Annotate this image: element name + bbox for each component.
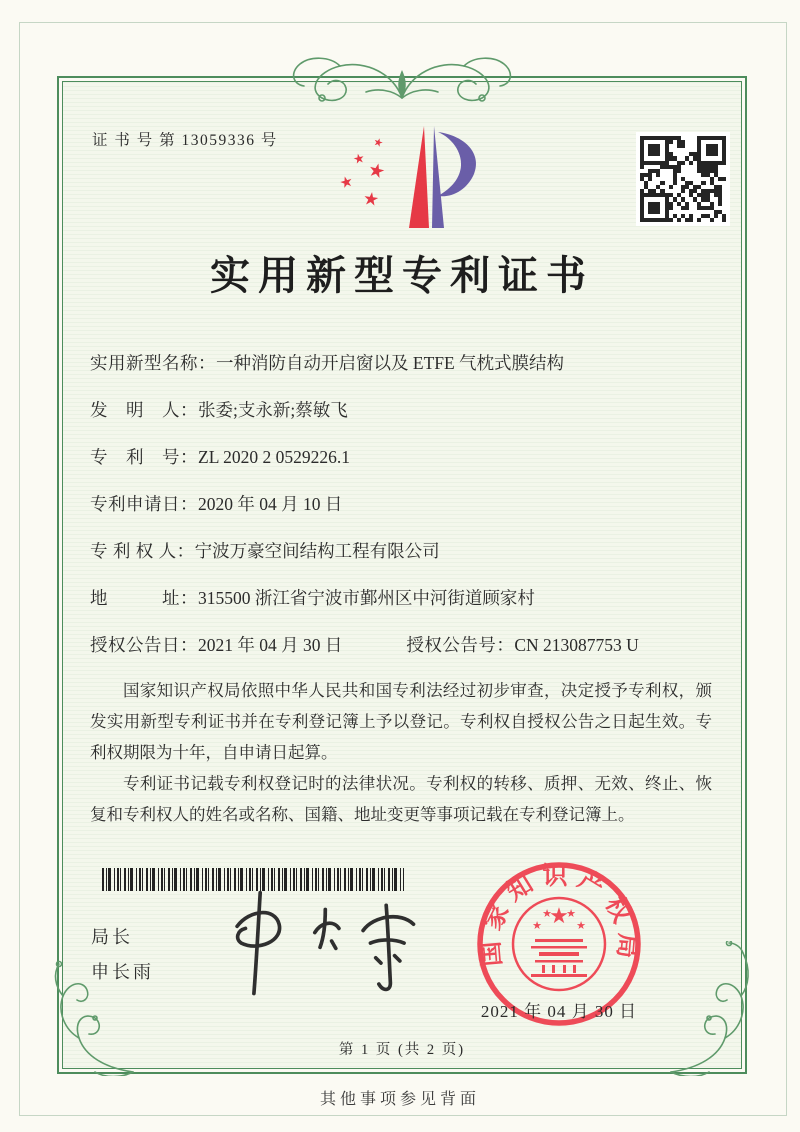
field-row-address: [90, 585, 717, 612]
field-value: 2020 年 04 月 10 日: [198, 494, 343, 514]
field-value: 宁波万豪空间结构工程有限公司: [194, 541, 440, 561]
qr-code: [636, 132, 730, 226]
field-row-grant: [90, 632, 717, 659]
legal-paragraph: 国家知识产权局依照中华人民共和国专利法经过初步审查，决定授予专利权，颁发实用新型专利证书并在专利登记簿上予以登记。专利权自授权公告之日起生效。专利权期限为十年，自申请日起算。: [90, 681, 712, 762]
field-value: 一种消防自动开启窗以及 ETFE 气枕式膜结构: [216, 353, 565, 373]
certificate-frame: [57, 76, 747, 1074]
top-border-ornament-icon: [282, 52, 522, 106]
field-value: 张委;支永新;蔡敏飞: [198, 400, 348, 420]
svg-text:★: ★: [576, 920, 586, 932]
logo-star-icon: ★: [351, 149, 367, 168]
svg-text:★: ★: [532, 920, 542, 932]
back-note: 其他事项参见背面: [319, 1091, 480, 1108]
field-label: 实用新型名称：: [90, 353, 216, 373]
official-red-seal: [476, 861, 642, 1027]
field-value: 315500 浙江省宁波市鄞州区中河街道顾家村: [198, 588, 535, 608]
svg-text:★: ★: [542, 908, 552, 920]
field-row-filing-date: [90, 491, 717, 518]
field-label: 专利申请日：: [90, 494, 198, 514]
field-value-grant-no: CN 213087753 U: [514, 635, 639, 655]
field-row-name: [90, 350, 717, 377]
logo-star-icon: ★: [365, 159, 388, 184]
director-title: 局长: [91, 927, 133, 947]
logo-star-icon: ★: [371, 135, 385, 151]
field-label: 授权公告日：: [90, 635, 198, 655]
handwritten-signature-icon: [214, 882, 424, 1000]
field-row-patentee: [90, 538, 717, 565]
field-row-inventors: [90, 397, 717, 424]
field-list: [90, 350, 717, 679]
certificate-number: 证 书 号 第 13059336 号: [92, 132, 278, 149]
certificate-title: 实用新型专利证书: [210, 253, 594, 298]
cnipa-logo-icon: [327, 124, 497, 244]
svg-text:★: ★: [566, 908, 576, 920]
page-number: 第 1 页 (共 2 页): [338, 1042, 466, 1058]
field-value: 2021 年 04 月 30 日: [198, 635, 343, 655]
logo-p-mark-icon: [382, 124, 497, 239]
svg-text:★: ★: [549, 903, 569, 928]
field-label-grant-no: 授权公告号：: [406, 635, 515, 655]
field-row-patent-no: [90, 444, 717, 471]
logo-star-icon: ★: [361, 187, 381, 211]
field-label: 发 明 人：: [90, 400, 198, 420]
field-label: 专 利 号：: [90, 447, 198, 467]
seal-date: 2021 年 04 月 30 日: [480, 1002, 638, 1021]
field-label: 地 址：: [90, 588, 198, 608]
seal-text: 国家知识产权局: [476, 863, 642, 968]
field-value: ZL 2020 2 0529226.1: [198, 447, 350, 467]
legal-paragraph: 专利证书记载专利权登记时的法律状况。专利权的转移、质押、无效、终止、恢复和专利权人的姓名或名称、国籍、地址变更等事项记载在专利登记簿上。: [90, 774, 712, 824]
director-name: 申长雨: [91, 962, 154, 982]
field-label: 专 利 权 人：: [90, 541, 195, 561]
logo-star-icon: ★: [337, 173, 356, 193]
legal-text: [90, 675, 712, 830]
